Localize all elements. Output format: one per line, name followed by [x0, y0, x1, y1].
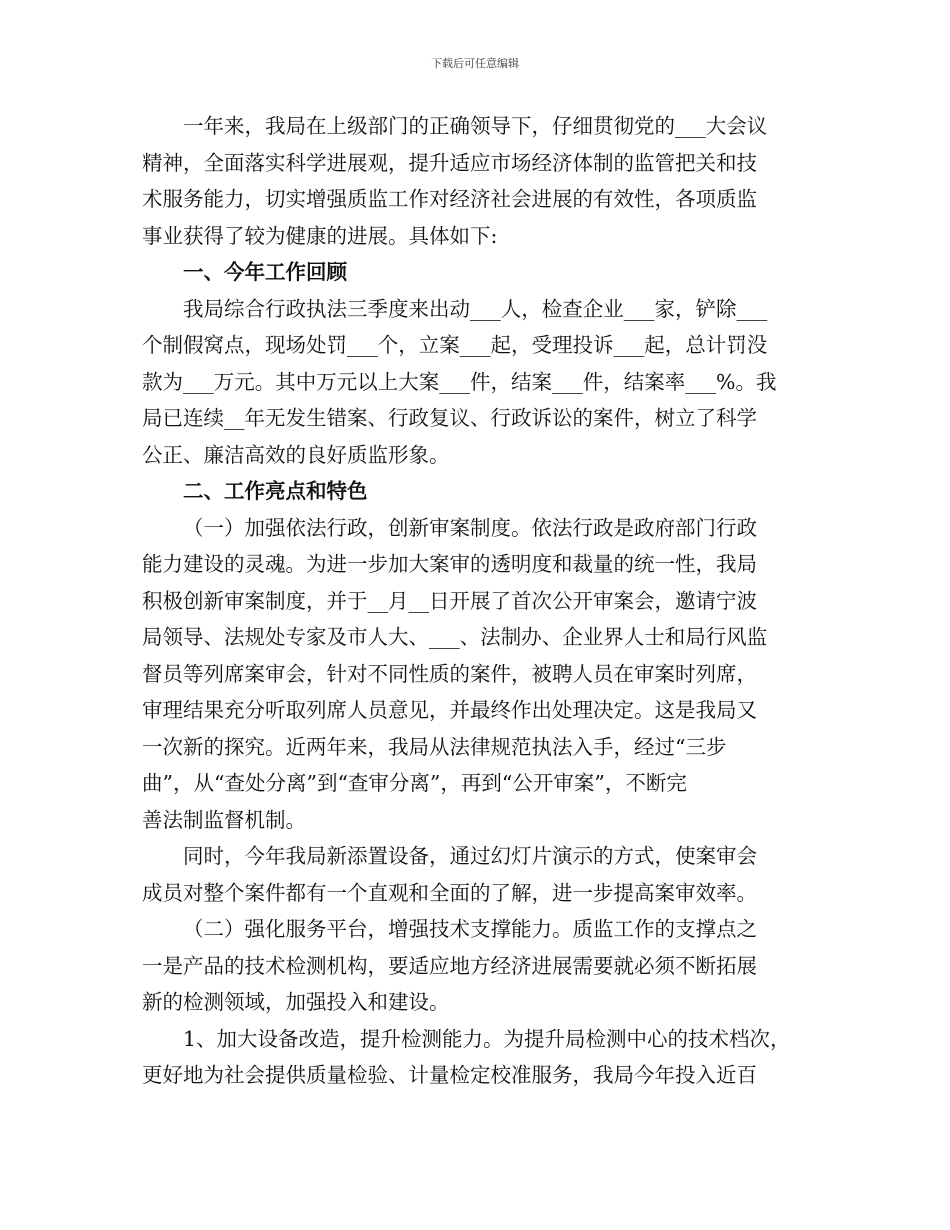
text-line: 我局综合行政执法三季度来出动___人，检查企业___家，铲除___: [183, 296, 768, 321]
heading-line: 二、工作亮点和特色: [183, 479, 368, 503]
text-line: 精神，全面落实科学进展观，提升适应市场经济体制的监管把关和技: [142, 150, 757, 175]
paragraph-enforcement: [142, 291, 842, 474]
text-line: 一年来，我局在上级部门的正确领导下，仔细贯彻党的___大会议: [183, 114, 768, 138]
section-heading-review: [142, 254, 842, 291]
text-line: 新的检测领域，加强投入和建设。: [142, 990, 450, 1014]
text-line: 术服务能力，切实增强质监工作对经济社会进展的有效性，各项质监: [142, 187, 757, 211]
text-line: 积极创新审案制度，并于__月__日开展了首次公开审案会，邀请宁波: [142, 588, 757, 613]
text-line: 个制假窝点，现场处罚___个，立案___起，受理投诉___起，总计罚没: [142, 333, 768, 357]
text-line: （一）加强依法行政，创新审案制度。依法行政是政府部门行政: [183, 515, 757, 540]
text-line: 同时，今年我局新添置设备，通过幻灯片演示的方式，使案审会: [183, 844, 757, 868]
text-line: （二）强化服务平台，增强技术支撑能力。质监工作的支撑点之: [183, 917, 757, 941]
text-line: 审理结果充分听取列席人员意见，并最终作出处理决定。这是我局又: [142, 698, 757, 722]
text-line: 局领导、法规处专家及市人大、___、法制办、企业界人士和局行风监: [142, 625, 768, 649]
text-line: 局已连续__年无发生错案、行政复议、行政诉讼的案件，树立了科学: [142, 406, 757, 430]
text-line: 督员等列席案审会，针对不同性质的案件，被聘人员在审案时列席，: [142, 661, 757, 686]
text-line: 能力建设的灵魂。为进一步加大案审的透明度和裁量的统一性，我局: [142, 552, 757, 576]
page-header-note: 下载后可任意编辑: [431, 57, 519, 70]
paragraph-intro: [142, 108, 842, 254]
text-line: 更好地为社会提供质量检验、计量检定校准服务，我局今年投入近百: [142, 1063, 757, 1087]
text-line: 款为___万元。其中万元以上大案___件，结案___件，结案率___%。我: [142, 369, 777, 394]
text-line: 公正、廉洁高效的良好质监形象。: [142, 442, 450, 467]
text-line: 成员对整个案件都有一个直观和全面的了解，进一步提高案审效率。: [142, 880, 757, 905]
text-line: 1、加大设备改造，提升检测能力。为提升局检测中心的技术档次，: [183, 1026, 791, 1051]
paragraph-law-enforcement: [142, 510, 842, 839]
paragraph-service-platform: [142, 911, 842, 1021]
text-line: 事业获得了较为健康的进展。具体如下:: [142, 223, 498, 248]
text-line: 一是产品的技术检测机构，要适应地方经济进展需要就必须不断拓展: [142, 953, 757, 978]
text-line: 曲”，从“查处分离”到“查审分离”，再到“公开审案”，不断完: [142, 771, 687, 795]
heading-line: 一、今年工作回顾: [183, 260, 347, 284]
section-heading-highlights: [142, 473, 842, 510]
document-body: [142, 108, 842, 1094]
text-line: 一次新的探究。近两年来，我局从法律规范执法入手，经过“三步: [142, 734, 727, 759]
paragraph-equipment: [142, 838, 842, 911]
paragraph-equipment-upgrade: [142, 1021, 842, 1094]
text-line: 善法制监督机制。: [142, 807, 306, 832]
